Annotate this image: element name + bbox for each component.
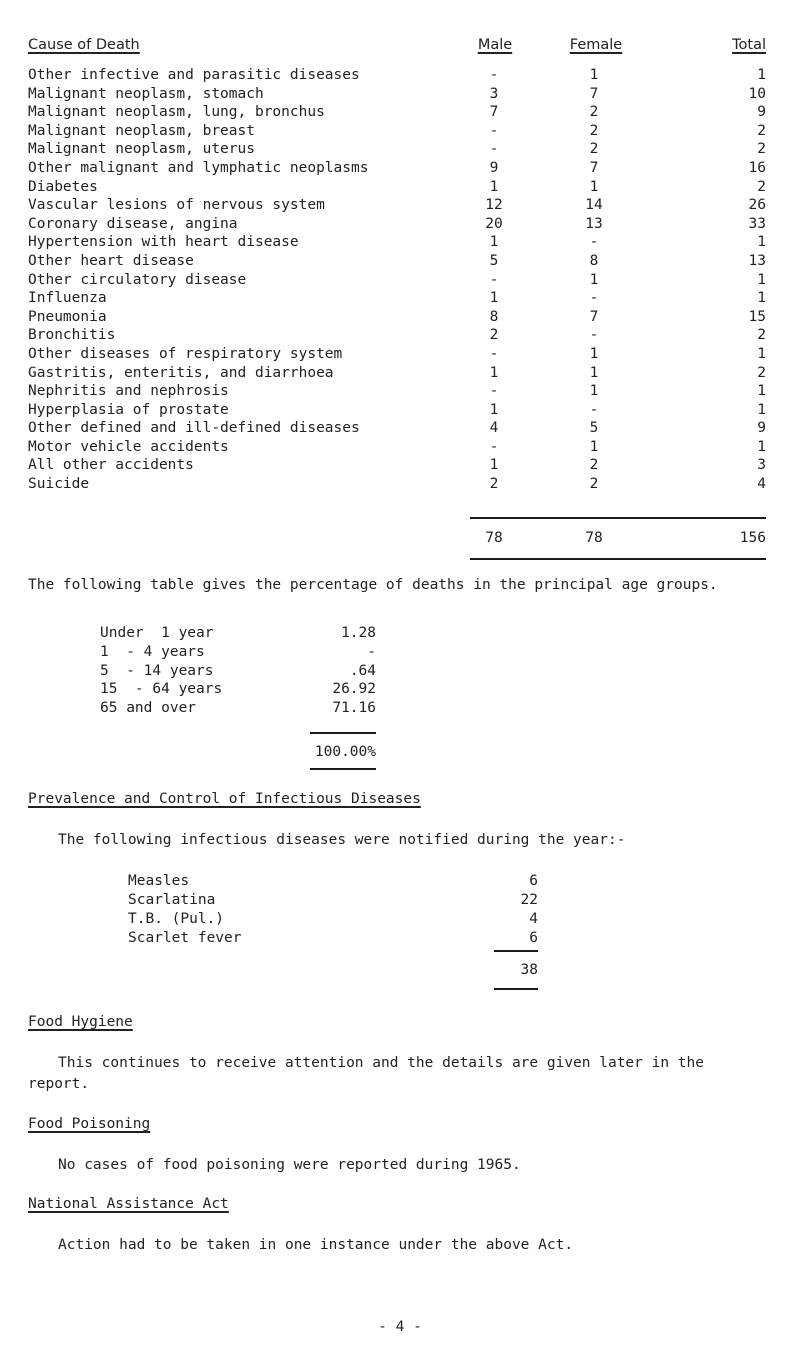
disease-name: T.B. (Pul.) (128, 911, 225, 927)
table-row (0, 364, 800, 383)
cause-cell: Coronary disease, angina (28, 215, 238, 232)
female-cell: 2 (589, 104, 599, 121)
table-row (0, 382, 800, 401)
total-cell: 15 (748, 308, 766, 325)
age-group-row (0, 643, 800, 661)
totals-top-rule (470, 517, 766, 519)
cause-cell: Vascular lesions of nervous system (28, 197, 325, 214)
disease-name: Scarlatina (128, 892, 216, 908)
age-group-label: 1 - 4 years (100, 643, 205, 660)
table-row (0, 233, 800, 252)
table-row (0, 196, 800, 215)
infectious-total-rule (494, 950, 538, 952)
cause-cell: Suicide (28, 476, 90, 493)
cause-cell: Other heart disease (28, 252, 194, 269)
table-row (0, 215, 800, 234)
disease-count: 6 (529, 873, 538, 889)
age-group-label: 5 - 14 years (100, 662, 214, 679)
male-cell: 7 (489, 104, 499, 121)
total-cell: 33 (748, 215, 766, 232)
age-group-row (0, 680, 800, 698)
total-header: Total (732, 37, 766, 53)
disease-count: 22 (520, 892, 538, 908)
male-cell: 1 (489, 234, 499, 251)
total-cell: 1 (757, 401, 766, 418)
male-cell: - (489, 122, 499, 139)
age-total-rule (310, 732, 376, 734)
food-poisoning-heading: Food Poisoning (28, 1116, 151, 1132)
total-cell: 2 (757, 122, 766, 139)
female-cell: - (589, 234, 599, 251)
total-cell: 1 (757, 271, 766, 288)
table-row (0, 178, 800, 197)
total-cell: 10 (748, 85, 766, 102)
mortality-table (0, 66, 800, 494)
infectious-intro: The following infectious diseases were notified during the year:- (58, 832, 626, 848)
cause-cell: Other malignant and lymphatic neoplasms (28, 159, 369, 176)
table-row (0, 475, 800, 494)
female-cell: 1 (589, 438, 599, 455)
female-cell: 2 (589, 122, 599, 139)
female-cell: 2 (589, 476, 599, 493)
female-cell: 1 (589, 383, 599, 400)
male-cell: - (489, 141, 499, 158)
disease-count: 4 (529, 911, 538, 927)
cause-cell: Hypertension with heart disease (28, 234, 299, 251)
female-header: Female (569, 37, 623, 53)
female-cell: - (589, 401, 599, 418)
age-group-label: 65 and over (100, 700, 197, 717)
female-cell: 5 (589, 420, 599, 437)
infectious-total: 38 (520, 962, 538, 978)
male-cell: 2 (489, 476, 499, 493)
table-row (0, 140, 800, 159)
disease-row (0, 929, 800, 947)
cause-cell: Motor vehicle accidents (28, 438, 229, 455)
table-row (0, 438, 800, 457)
cause-of-death-header: Cause of Death (28, 37, 140, 53)
female-cell: 8 (589, 252, 599, 269)
table-row (0, 456, 800, 475)
age-group-label: Under 1 year (100, 625, 214, 641)
male-cell: 1 (489, 364, 499, 381)
cause-cell: Bronchitis (28, 327, 116, 344)
age-group-row (0, 699, 800, 717)
female-cell: 2 (589, 141, 599, 158)
food-hygiene-text-line2: report. (28, 1076, 90, 1092)
cause-cell: Gastritis, enteritis, and diarrhoea (28, 364, 334, 381)
infectious-heading: Prevalence and Control of Infectious Diseases (28, 791, 421, 807)
cause-cell: Pneumonia (28, 308, 107, 325)
age-group-label: 15 - 64 years (100, 681, 223, 698)
food-hygiene-text-line1: This continues to receive attention and the details are given later in the (58, 1055, 705, 1071)
male-cell: 1 (489, 457, 499, 474)
table-row (0, 289, 800, 308)
total-cell: 1 (757, 438, 766, 455)
male-cell: 20 (485, 215, 503, 232)
age-group-row (0, 624, 800, 642)
male-cell: - (489, 271, 499, 288)
national-assistance-text: Action had to be taken in one instance under the above Act. (58, 1237, 574, 1253)
food-hygiene-heading: Food Hygiene (28, 1014, 133, 1030)
total-cell: 26 (748, 197, 766, 214)
age-group-percentage: - (367, 643, 376, 660)
disease-name: Measles (128, 873, 190, 889)
cause-cell: Influenza (28, 290, 107, 307)
female-cell: 14 (585, 197, 603, 214)
page-number: - 4 - (378, 1319, 422, 1335)
female-cell: 1 (589, 67, 599, 83)
male-cell: - (489, 67, 499, 83)
total-cell: 1 (757, 234, 766, 251)
female-cell: 1 (589, 345, 599, 362)
male-cell: - (489, 383, 499, 400)
table-row (0, 122, 800, 141)
table-row (0, 252, 800, 271)
total-cell: 16 (748, 159, 766, 176)
total-cell: 2 (757, 327, 766, 344)
cause-cell: Other infective and parasitic diseases (28, 67, 360, 83)
cause-cell: Malignant neoplasm, uterus (28, 141, 255, 158)
disease-row (0, 891, 800, 909)
infectious-total-bottom-rule (494, 988, 538, 990)
total-cell: 9 (757, 104, 766, 121)
cause-cell: Other defined and ill-defined diseases (28, 420, 360, 437)
female-cell: 1 (589, 271, 599, 288)
total-cell: 1 (757, 383, 766, 400)
cause-cell: Malignant neoplasm, lung, bronchus (28, 104, 325, 121)
male-cell: - (489, 438, 499, 455)
female-cell: - (589, 327, 599, 344)
cause-cell: Malignant neoplasm, stomach (28, 85, 264, 102)
total-cell: 1 (757, 67, 766, 83)
table-row (0, 401, 800, 420)
cause-cell: Diabetes (28, 178, 98, 195)
table-row (0, 85, 800, 104)
totals-bottom-rule (470, 558, 766, 560)
disease-name: Scarlet fever (128, 930, 242, 946)
table-row (0, 159, 800, 178)
total-cell: 1 (757, 290, 766, 307)
total-cell: 13 (748, 252, 766, 269)
female-total: 78 (585, 530, 603, 546)
male-cell: 12 (485, 197, 503, 214)
table-row (0, 271, 800, 290)
table-row (0, 66, 800, 85)
female-cell: - (589, 290, 599, 307)
total-cell: 4 (757, 476, 766, 493)
male-cell: 2 (489, 327, 499, 344)
disease-row (0, 872, 800, 890)
female-cell: 1 (589, 178, 599, 195)
male-cell: 8 (489, 308, 499, 325)
cause-cell: Nephritis and nephrosis (28, 383, 229, 400)
female-cell: 2 (589, 457, 599, 474)
national-assistance-heading: National Assistance Act (28, 1196, 229, 1212)
female-cell: 7 (589, 85, 599, 102)
table-row (0, 345, 800, 364)
total-cell: 1 (757, 345, 766, 362)
female-cell: 7 (589, 159, 599, 176)
age-group-percentage: .64 (349, 662, 376, 679)
table-row (0, 308, 800, 327)
age-group-row (0, 662, 800, 680)
food-poisoning-text: No cases of food poisoning were reported during 1965. (58, 1157, 521, 1173)
male-cell: 3 (489, 85, 499, 102)
age-group-percentage: 26.92 (332, 681, 376, 698)
male-cell: 1 (489, 401, 499, 418)
female-cell: 1 (589, 364, 599, 381)
male-total: 78 (485, 530, 503, 546)
total-cell: 2 (757, 364, 766, 381)
cause-cell: Malignant neoplasm, breast (28, 122, 255, 139)
male-cell: 5 (489, 252, 499, 269)
cause-cell: Hyperplasia of prostate (28, 401, 229, 418)
total-cell: 9 (757, 420, 766, 437)
cause-cell: Other diseases of respiratory system (28, 345, 343, 362)
total-cell: 2 (757, 141, 766, 158)
disease-row (0, 910, 800, 928)
age-total-bottom-rule (310, 768, 376, 770)
total-cell: 3 (757, 457, 766, 474)
grand-total: 156 (739, 530, 766, 546)
male-header: Male (477, 37, 513, 53)
table-row (0, 326, 800, 345)
disease-count: 6 (529, 930, 538, 946)
table-row (0, 103, 800, 122)
male-cell: - (489, 345, 499, 362)
male-cell: 1 (489, 290, 499, 307)
age-groups-intro: The following table gives the percentage of deaths in the principal age groups. (28, 577, 718, 593)
cause-cell: Other circulatory disease (28, 271, 247, 288)
male-cell: 1 (489, 178, 499, 195)
cause-cell: All other accidents (28, 457, 194, 474)
table-row (0, 419, 800, 438)
female-cell: 13 (585, 215, 603, 232)
male-cell: 4 (489, 420, 499, 437)
age-group-percentage: 71.16 (332, 700, 376, 717)
total-cell: 2 (757, 178, 766, 195)
age-group-percentage: 1.28 (341, 625, 376, 641)
female-cell: 7 (589, 308, 599, 325)
age-groups-total: 100.00% (314, 744, 376, 760)
male-cell: 9 (489, 159, 499, 176)
